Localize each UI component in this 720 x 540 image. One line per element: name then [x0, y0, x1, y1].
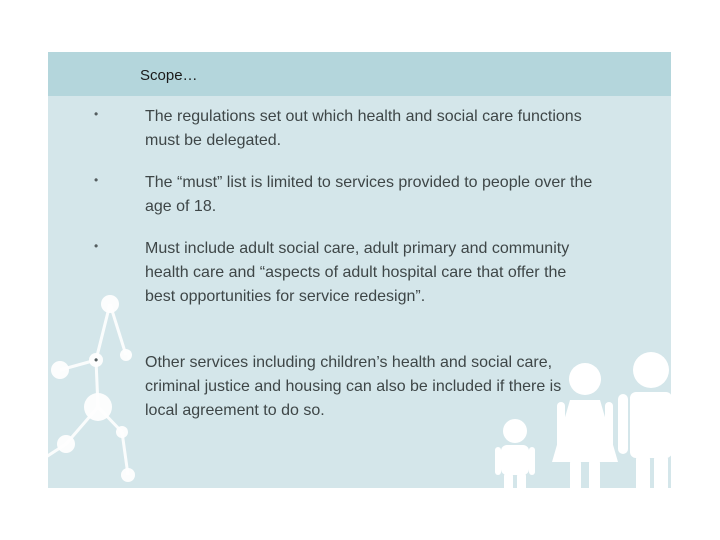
- bullet-list: [48, 52, 671, 488]
- bullet-marker: •: [94, 107, 99, 121]
- bullet-marker: •: [94, 173, 99, 187]
- bullet-marker: •: [94, 353, 99, 367]
- bullet-text: Other services including children’s health and social care, criminal justice and housing can also be included if there is local agreement to do so.: [145, 354, 562, 419]
- bullet-text: The “must” list is limited to services provided to people over the age of 18.: [145, 174, 593, 215]
- slide-title: Scope…: [140, 67, 198, 84]
- bullet-text: Must include adult social care, adult primary and community health care and “aspects of adult hospital care that offer the best opportunities for service redesign”.: [145, 240, 570, 305]
- slide-panel: [48, 52, 671, 488]
- bullet-text: The regulations set out which health and social care functions must be delegated.: [145, 108, 582, 149]
- bullet-marker: •: [94, 239, 99, 253]
